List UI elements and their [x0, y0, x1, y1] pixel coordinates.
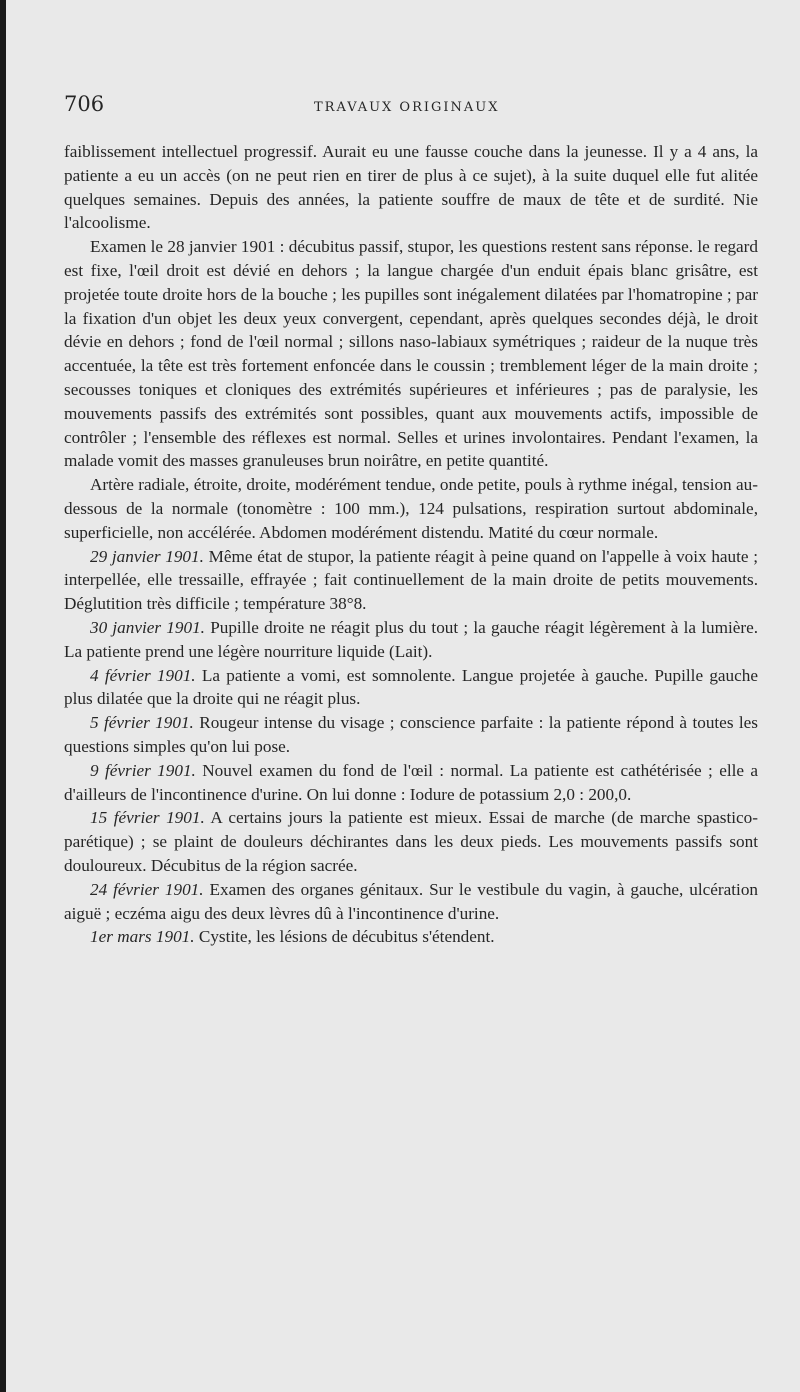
book-page: [6, 0, 800, 1392]
entry-text: Pupille droite ne réagit plus du tout ; la gauche réagit légèrement à la lumière. La patiente prend une légère nourriture liquide (Lait).: [64, 617, 759, 661]
page-number: 706: [64, 92, 105, 116]
dated-entry: [64, 711, 758, 759]
body-text: [64, 140, 758, 949]
entry-date: 15 février 1901.: [90, 808, 205, 828]
entry-text: La patiente a vomi, est somnolente. Langue projetée à gauche. Pupille gauche plus dilatée que la droite qui ne réagit plus.: [64, 665, 758, 709]
dated-entry: [64, 806, 758, 877]
dated-entry: [64, 664, 758, 712]
dated-entry: [64, 545, 758, 616]
paragraph: [64, 235, 758, 473]
entry-text: Rougeur intense du visage ; conscience parfaite : la patiente répond à toutes les questions simples qu'on lui pose.: [64, 713, 758, 756]
entry-date: 9 février 1901.: [90, 760, 196, 780]
entry-date: 5 février 1901.: [90, 713, 194, 733]
dated-entry: [64, 878, 758, 926]
paragraph: [64, 140, 758, 235]
entry-date: 30 janvier 1901.: [90, 617, 205, 637]
paragraph-text: Examen le 28 janvier 1901 : décubitus passif, stupor, les questions restent sans réponse. le regard est fixe, l'œil droit est dévié en dehors ; la langue chargée d'un enduit épais blanc grisâtre, est projetée toute droite hors de la bouche ; les pupilles sont inégalement dilatées par l'homatropine ; par la fixation d'un objet les deux yeux convergent, cependant, après quelques secondes déjà, le droit dévie en dehors ; fond de l'œil normal ; sillons naso-labiaux symétriques ; raideur de la nuque très accentuée, la tête est très fortement enfoncée dans le coussin ; tremblement léger de la main droite ; secousses toniques et cloniques des extrémités supérieures et inférieures ; pas de paralysie, les mouvements passifs des extrémités sont possibles, quant aux mouvements actifs, impossible de contrôler ; l'ensemble des réflexes est normal. Selles et urines involontaires. Pendant l'examen, la malade vomit des masses granuleuses brun noirâtre, en petite quantité.: [64, 237, 758, 471]
entry-date: 1er mars 1901.: [90, 927, 195, 947]
entry-date: 24 février 1901.: [90, 879, 204, 899]
dated-entry: [64, 616, 758, 664]
entry-date: 4 février 1901.: [90, 665, 196, 685]
entry-text: Examen des organes génitaux. Sur le vestibule du vagin, à gauche, ulcération aiguë ; eczéma aigu des deux lèvres dû à l'incontinence d'urine.: [64, 879, 759, 923]
entry-text: Nouvel examen du fond de l'œil : normal. La patiente est cathétérisée ; elle a d'ailleurs de l'incontinence d'urine. On lui donne : Iodure de potassium 2,0 : 200,0.: [64, 760, 759, 804]
paragraph-text: faiblissement intellectuel progressif. Aurait eu une fausse couche dans la jeunesse. Il y a 4 ans, la patiente a eu un accès (on ne peut rien en tirer de plus à ce sujet), à la suite duquel elle fut alitée quelques semaines. Depuis des années, la patiente souffre de maux de tête et de surdité. Nie l'alcoolisme.: [64, 142, 758, 233]
dated-entry: [64, 925, 758, 949]
running-head: [64, 92, 758, 128]
entry-text: Cystite, les lésions de décubitus s'étendent.: [198, 927, 495, 947]
paragraph-text: Artère radiale, étroite, droite, modérément tendue, onde petite, pouls à rythme inégal, tension au-dessous de la normale (tonomètre : 100 mm.), 124 pulsations, respiration surtout abdominale, superficielle, non accélérée. Abdomen modérément distendu. Matité du cœur normale.: [64, 475, 758, 542]
entry-text: A certains jours la patiente est mieux. Essai de marche (de marche spastico-parétique) ; se plaint de douleurs déchirantes dans les deux pieds. Les mouvements passifs sont douloureux. Décubitus de la région sacrée.: [64, 808, 758, 875]
running-title: TRAVAUX ORIGINAUX: [314, 100, 500, 115]
dated-entry: [64, 759, 758, 807]
entry-text: Même état de stupor, la patiente réagit à peine quand on l'appelle à voix haute ; interpellée, elle tressaille, effrayée ; fait continuellement de la main droite de petits mouvements. Déglutition très difficile ; température 38°8.: [64, 546, 759, 614]
entry-date: 29 janvier 1901.: [90, 546, 204, 566]
paragraph: [64, 473, 758, 544]
